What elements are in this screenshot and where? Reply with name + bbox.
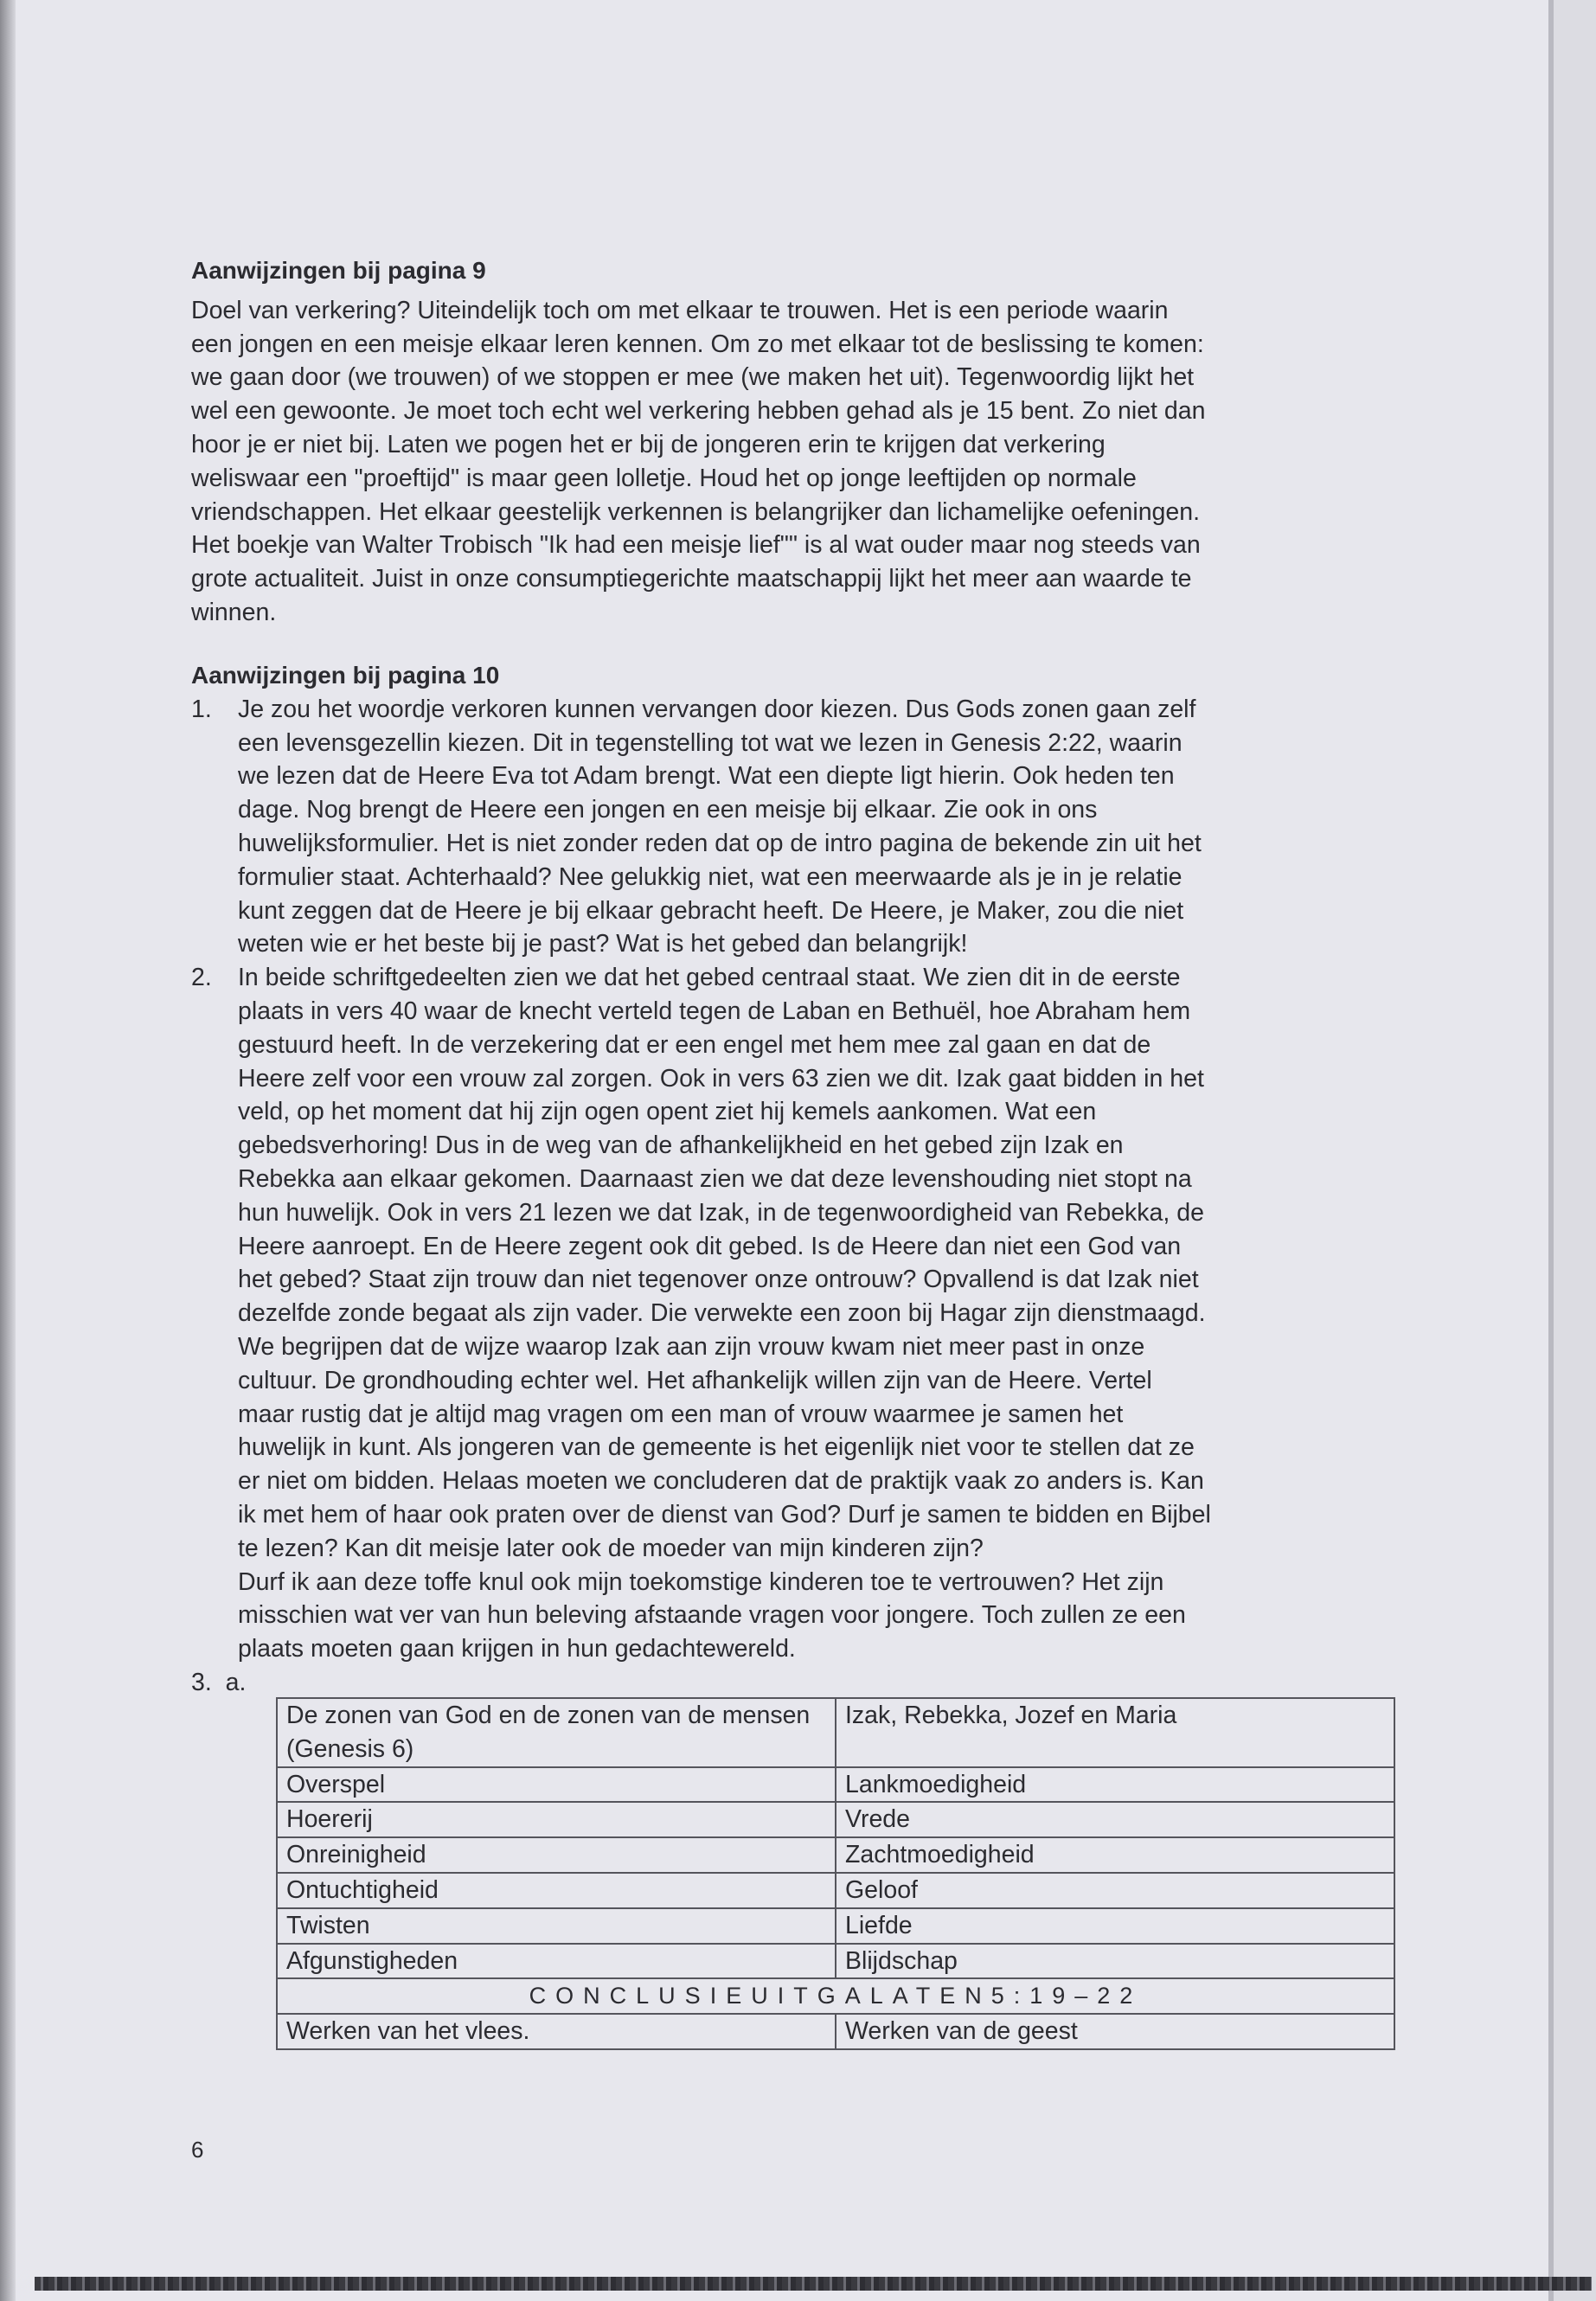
table-row: [277, 1802, 1394, 1837]
table-conclusion-row: [277, 1978, 1394, 2014]
text-line: maar rustig dat je altijd mag vragen om een man of vrouw waarmee je samen het: [238, 1400, 1124, 1428]
text-line: een jongen en een meisje elkaar leren kennen. Om zo met elkaar tot de beslissing te komen:: [191, 330, 1204, 358]
text-line: te lezen? Kan dit meisje later ook de moeder van mijn kinderen zijn?: [238, 1534, 984, 1562]
list-item-body: [238, 961, 1402, 1666]
text-line: kunt zeggen dat de Heere je bij elkaar gebracht heeft. De Heere, je Maker, zou die niet: [238, 896, 1184, 925]
list-number: 1.: [191, 695, 212, 723]
text-line: dezelfde zonde begaat als zijn vader. Die verwekte een zoon bij Hagar zijn dienstmaagd.: [238, 1299, 1206, 1328]
table-row: [277, 1908, 1394, 1944]
section-heading: Aanwijzingen bij pagina 10: [191, 662, 500, 689]
text-line: winnen.: [191, 598, 277, 626]
text-line: misschien wat ver van hun beleving afstaande vragen voor jongere. Toch zullen ze een: [238, 1601, 1186, 1630]
table-row: [277, 1873, 1394, 1908]
text-line: Het boekje van Walter Trobisch "Ik had een meisje lief"" is al wat ouder maar nog steeds van: [191, 531, 1201, 560]
list-item-2: [191, 961, 1402, 1666]
text-line: We begrijpen dat de wijze waarop Izak aan zijn vrouw kwam niet meer past in onze: [238, 1332, 1145, 1361]
list-item-1: [191, 693, 1402, 961]
table-cell-right: Werken van de geest: [836, 2014, 1394, 2049]
text-line: er niet om bidden. Helaas moeten we concluderen dat de praktijk vaak zo anders is. Kan: [238, 1467, 1204, 1496]
text-line: een levensgezellin kiezen. Dit in tegenstelling tot wat we lezen in Genesis 2:22, waarin: [238, 728, 1183, 757]
text-line: Rebekka aan elkaar gekomen. Daarnaast zien we dat deze levenshouding niet stopt na: [238, 1164, 1192, 1193]
text-line: gebedsverhoring! Dus in de weg van de afhankelijkheid en het gebed zijn Izak en: [238, 1131, 1124, 1160]
text-line: Durf ik aan deze toffe knul ook mijn toekomstige kinderen toe te vertrouwen? Het zijn: [238, 1567, 1164, 1596]
text-line: huwelijksformulier. Het is niet zonder reden dat op de intro pagina de bekende zin uit het: [238, 829, 1202, 857]
text-line: weten wie er het beste bij je past? Wat is het gebed dan belangrijk!: [238, 930, 968, 958]
text-line: wel een gewoonte. Je moet toch echt wel verkering hebben gehad als je 15 bent. Zo niet dan: [191, 397, 1206, 426]
table-cell-right: Lankmoedigheid: [836, 1767, 1394, 1803]
text-line: veld, op het moment dat hij zijn ogen opent ziet hij kemels aankomen. Wat een: [238, 1098, 1097, 1126]
table-row: [277, 1944, 1394, 1979]
text-line: cultuur. De grondhouding echter wel. Het afhankelijk willen zijn van de Heere. Vertel: [238, 1366, 1152, 1394]
text-line: hun huwelijk. Ook in vers 21 lezen we dat Izak, in de tegenwoordigheid van Rebekka, de: [238, 1198, 1204, 1227]
text-line: In beide schriftgedeelten zien we dat het gebed centraal staat. We zien dit in de eerste: [238, 964, 1181, 992]
table-cell-left: Twisten: [277, 1908, 836, 1944]
text-line: plaats moeten gaan krijgen in hun gedachtewereld.: [238, 1635, 796, 1663]
table-cell-right: Izak, Rebekka, Jozef en Maria: [836, 1698, 1394, 1767]
text-line: Heere aanroept. En de Heere zegent ook dit gebed. Is de Heere dan niet een God van: [238, 1232, 1182, 1260]
table-cell-left: Onreinigheid: [277, 1837, 836, 1873]
scan-left-edge: [0, 0, 16, 2301]
table-row: [277, 1767, 1394, 1803]
table-cell-left: De zonen van God en de zonen van de mensen (Genesis 6): [277, 1698, 836, 1767]
scan-right-margin: [1554, 0, 1596, 2301]
text-line: hoor je er niet bij. Laten we pogen het er bij de jongeren erin te krijgen dat verkering: [191, 430, 1106, 458]
table-cell-left: Overspel: [277, 1767, 836, 1803]
text-line: Doel van verkering? Uiteindelijk toch om met elkaar te trouwen. Het is een periode waarin: [191, 296, 1169, 324]
text-line: Je zou het woordje verkoren kunnen vervangen door kiezen. Dus Gods zonen gaan zelf: [238, 695, 1196, 723]
text-line: we lezen dat de Heere Eva tot Adam brengt. Wat een diepte ligt hierin. Ook heden ten: [238, 762, 1175, 791]
page-number: 6: [191, 2137, 204, 2163]
section-pagina-9: [191, 254, 1402, 630]
table-cell-right: Blijdschap: [836, 1944, 1394, 1979]
text-line: we gaan door (we trouwen) of we stoppen er mee (we maken het uit). Tegenwoordig lijkt het: [191, 363, 1195, 392]
text-line: ik met hem of haar ook praten over de dienst van God? Durf je samen te bidden en Bijbel: [238, 1500, 1211, 1529]
table-cell-right: Geloof: [836, 1873, 1394, 1908]
section-heading: Aanwijzingen bij pagina 9: [191, 257, 486, 284]
section-body: [191, 294, 1402, 630]
text-line: gestuurd heeft. In de verzekering dat er een engel met hem mee zal gaan en dat de: [238, 1030, 1151, 1059]
section-pagina-10: [191, 659, 1402, 1700]
table-cell-right: Liefde: [836, 1908, 1394, 1944]
table-cell-left: Afgunstigheden: [277, 1944, 836, 1979]
list-item-3-label: 3. a.: [191, 1668, 247, 1696]
table-footer-row: [277, 2014, 1394, 2049]
table-cell-right: Vrede: [836, 1802, 1394, 1837]
text-line: het gebed? Staat zijn trouw dan niet tegenover onze ontrouw? Opvallend is dat Izak niet: [238, 1266, 1199, 1294]
text-line: grote actualiteit. Juist in onze consumptiegerichte maatschappij lijkt het meer aan waarde te: [191, 565, 1192, 593]
text-line: Heere zelf voor een vrouw zal zorgen. Ook in vers 63 zien we dit. Izak gaat bidden in het: [238, 1064, 1204, 1093]
table-cell-right: Zachtmoedigheid: [836, 1837, 1394, 1873]
text-line: formulier staat. Achterhaald? Nee gelukkig niet, wat een meerwaarde als je in je relatie: [238, 862, 1183, 891]
table-conclusion-cell: CONCLUSIEUITGALATEN5:19–22: [277, 1978, 1394, 2014]
table-cell-left: Hoererij: [277, 1802, 836, 1837]
text-line: huwelijk in kunt. Als jongeren van de gemeente is het eigenlijk niet voor te stellen dat ze: [238, 1433, 1195, 1462]
scan-bottom-edge: [35, 2277, 1592, 2291]
comparison-table: [276, 1697, 1395, 2050]
table-cell-left: Werken van het vlees.: [277, 2014, 836, 2049]
text-line: plaats in vers 40 waar de knecht verteld tegen de Laban en Bethuël, hoe Abraham hem: [238, 997, 1191, 1025]
text-line: dage. Nog brengt de Heere een jongen en een meisje bij elkaar. Zie ook in ons: [238, 796, 1098, 824]
table-row: [277, 1837, 1394, 1873]
table-cell-left: Ontuchtigheid: [277, 1873, 836, 1908]
text-line: vriendschappen. Het elkaar geestelijk verkennen is belangrijker dan lichamelijke oefeningen.: [191, 497, 1201, 526]
table-row: [277, 1698, 1394, 1767]
list-item-body: [238, 693, 1402, 961]
list-number: 2.: [191, 964, 212, 992]
text-line: weliswaar een "proeftijd" is maar geen lolletje. Houd het op jonge leeftijden op normale: [191, 464, 1137, 492]
